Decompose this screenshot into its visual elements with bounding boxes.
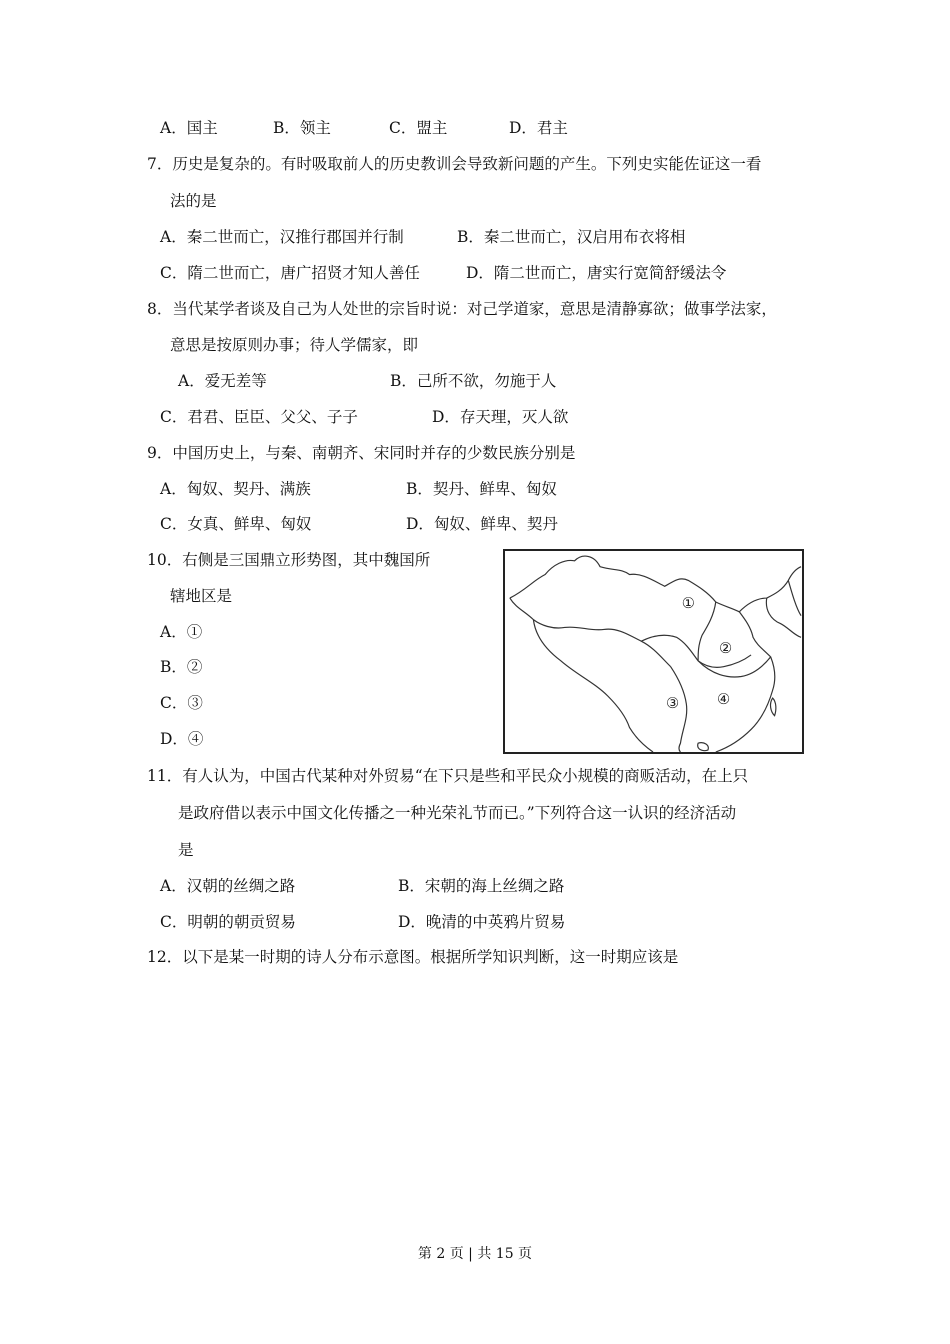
q12-stem-line1: 12．以下是某一时期的诗人分布示意图。根据所学知识判断，这一时期应该是 (147, 948, 679, 966)
q9-stem-line1: 9．中国历史上，与秦、南朝齐、宋同时并存的少数民族分别是 (147, 444, 576, 462)
q7-stem-line1: 7．历史是复杂的。有时吸取前人的历史教训会导致新问题的产生。下列史实能佐证这一看 (147, 155, 762, 173)
q10-option-c[interactable]: C．③ (160, 694, 203, 712)
map-wei-wu-border (698, 657, 771, 677)
q9-option-a[interactable]: A．匈奴、契丹、满族 (160, 480, 311, 498)
map-label-1: ① (681, 594, 695, 612)
q9-option-d[interactable]: D．匈奴、鲜卑、契丹 (406, 515, 558, 533)
q8-option-b[interactable]: B．己所不欲，勿施于人 (390, 372, 557, 390)
map-taiwan (770, 698, 775, 716)
q7-option-b[interactable]: B．秦二世而亡，汉启用布衣将相 (457, 228, 686, 246)
map-hainan (698, 743, 709, 751)
map-north-border (510, 556, 801, 612)
map-drawing (505, 551, 802, 752)
q10-option-a[interactable]: A．① (160, 623, 203, 641)
map-inner-line-1 (698, 602, 716, 661)
map-korea (788, 580, 801, 615)
q10-stem-line2: 辖地区是 (170, 587, 233, 605)
map-label-4: ④ (717, 690, 731, 708)
q9-option-c[interactable]: C．女真、鲜卑、匈奴 (160, 515, 312, 533)
q10-stem-line1: 10．右侧是三国鼎立形势图，其中魏国所 (147, 551, 431, 569)
q8-stem-line2: 意思是按原则办事；待人学儒家，即 (170, 336, 419, 354)
map-east-coast (716, 612, 775, 752)
map-west-border (510, 598, 671, 667)
q6-option-c[interactable]: C．盟主 (389, 119, 448, 137)
map-wei-shu-border (641, 635, 751, 667)
q11-option-a[interactable]: A．汉朝的丝绸之路 (160, 877, 296, 895)
q11-stem-line1: 11．有人认为，中国古代某种对外贸易“在下只是些和平民众小规模的商贩活动，在上只 (147, 767, 749, 785)
q7-stem-line2: 法的是 (170, 192, 217, 210)
q11-option-d[interactable]: D．晚清的中英鸦片贸易 (398, 913, 566, 931)
q6-option-b[interactable]: B．领主 (273, 119, 331, 137)
q7-option-c[interactable]: C．隋二世而亡，唐广招贤才知人善任 (160, 264, 420, 282)
map-label-3: ③ (666, 694, 680, 712)
q8-option-c[interactable]: C．君君、臣臣、父父、子子 (160, 408, 358, 426)
q8-stem-line1: 8．当代某学者谈及自己为人处世的宗旨时说：对己学道家，意思是清静寡欲；做事学法家， (147, 300, 777, 318)
q9-option-b[interactable]: B．契丹、鲜卑、匈奴 (406, 480, 557, 498)
three-kingdoms-map (503, 549, 804, 754)
q10-option-d[interactable]: D．④ (160, 730, 204, 748)
q11-option-b[interactable]: B．宋朝的海上丝绸之路 (398, 877, 565, 895)
q11-option-c[interactable]: C．明朝的朝贡贸易 (160, 913, 296, 931)
q8-option-a[interactable]: A．爱无差等 (178, 372, 267, 390)
map-label-2: ② (718, 639, 733, 657)
q10-option-b[interactable]: B．② (160, 658, 203, 676)
map-southwest-border (533, 620, 653, 752)
q6-option-a[interactable]: A．国主 (160, 119, 218, 137)
q7-option-a[interactable]: A．秦二世而亡，汉推行郡国并行制 (160, 228, 404, 246)
page-footer: 第 2 页 | 共 15 页 (417, 1246, 533, 1262)
q11-stem-line3: 是 (178, 841, 194, 859)
q8-option-d[interactable]: D．存天理，灭人欲 (432, 408, 569, 426)
q11-stem-line2: 是政府借以表示中国文化传播之一种光荣礼节而已。”下列符合这一认识的经济活动 (178, 804, 737, 822)
q7-option-d[interactable]: D．隋二世而亡，唐实行宽简舒缓法令 (466, 264, 727, 282)
q6-option-d[interactable]: D．君主 (509, 119, 568, 137)
